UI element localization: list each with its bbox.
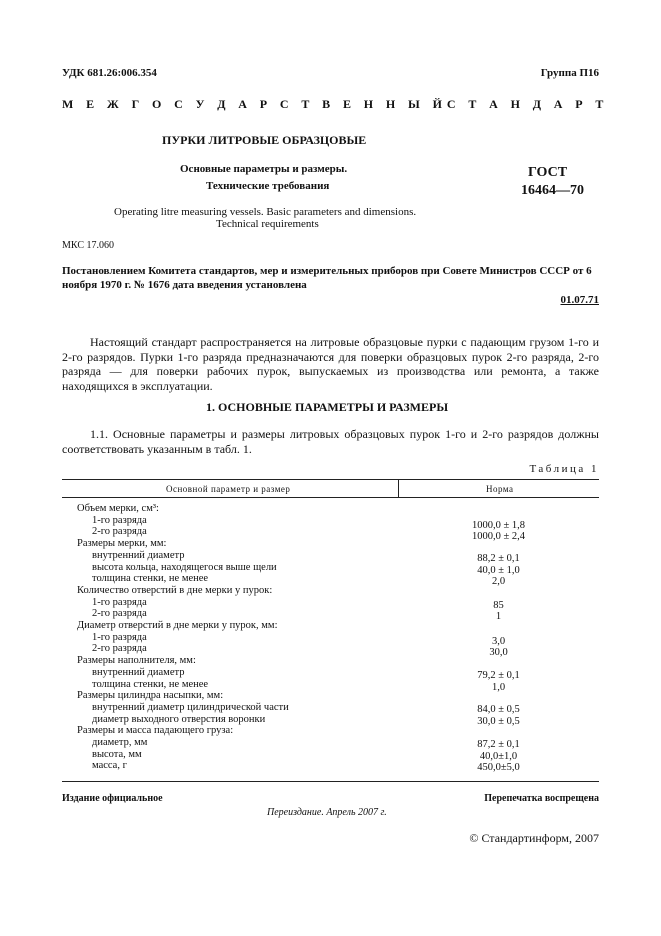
table-cell-norm: 3,0 — [491, 635, 506, 647]
copyright: © Стандартинформ, 2007 — [469, 831, 599, 845]
table-cell-param: 1-го разряда — [92, 514, 147, 526]
table-cell-norm: 40,0±1,0 — [479, 750, 518, 762]
table-header-rule — [62, 497, 599, 498]
gost-number: 16464—70 — [521, 183, 584, 198]
table-cell-norm: 79,2 ± 0,1 — [477, 669, 520, 681]
table-cell-param: 2-го разряда — [92, 643, 147, 655]
mks-code: МКС 17.060 — [62, 240, 114, 251]
standard-banner — [62, 97, 609, 112]
table-cell-norm: 2,0 — [491, 576, 506, 588]
table-cell-param: 2-го разряда — [92, 608, 147, 620]
table-cell-param: масса, г — [92, 760, 127, 772]
english-title-1: Operating litre measuring vessels. Basic parameters and dimensions. — [114, 206, 417, 218]
table-cell-param: Количество отверстий в дне мерки у пурок: — [77, 584, 273, 596]
table-header-norm: Норма — [486, 484, 514, 494]
udk-code: УДК 681.26:006.354 — [62, 67, 157, 79]
banner-word-standard: С Т А Н Д А Р Т — [446, 97, 609, 111]
table-cell-param: внутренний диаметр цилиндрической части — [92, 701, 289, 713]
table-cell-norm: 1,0 — [491, 681, 506, 693]
table-cell-param: Объем мерки, см³: — [77, 503, 159, 514]
table-column-divider — [398, 479, 399, 497]
table-cell-norm: 30,0 ± 0,5 — [477, 715, 520, 727]
table-cell-norm: 85 — [493, 599, 504, 611]
table-cell-norm: 30,0 — [489, 647, 508, 659]
table-cell-param: Размеры мерки, мм: — [77, 538, 167, 550]
table-cell-param: высота кольца, находящегося выше щели — [92, 561, 277, 573]
table-cell-param: Размеры и масса падающего груза: — [77, 725, 234, 737]
table-cell-param: 1-го разряда — [92, 596, 147, 608]
gost-label: ГОСТ — [528, 165, 568, 180]
table-cell-param: толщина стенки, не менее — [92, 573, 209, 585]
table-top-rule — [62, 479, 599, 480]
table-cell-norm: 1 — [495, 611, 502, 623]
table-label: Таблица 1 — [529, 463, 599, 475]
document-subtitle-1: Основные параметры и размеры. — [180, 163, 348, 175]
banner-word-interstate: М Е Ж Г О С У Д А Р С Т В Е Н Н Ы Й — [62, 97, 447, 111]
section-heading: 1. ОСНОВНЫЕ ПАРАМЕТРЫ И РАЗМЕРЫ — [206, 400, 449, 414]
table-header-param: Основной параметр и размер — [166, 484, 291, 494]
group-code: Группа П16 — [540, 67, 599, 79]
table-cell-param: 2-го разряда — [92, 526, 147, 538]
table-cell-param: диаметр выходного отверстия воронки — [92, 713, 266, 725]
edition-official: Издание официальное — [62, 793, 163, 804]
intro-date: 01.07.71 — [560, 294, 599, 306]
table-cell-param: высота, мм — [92, 748, 142, 760]
table-cell-param: внутренний диаметр — [92, 549, 185, 561]
document-title: ПУРКИ ЛИТРОВЫЕ ОБРАЗЦОВЫЕ — [162, 133, 367, 147]
clause-1-1: 1.1. Основные параметры и размеры литровых образцовых пурок 1-го и 2-го разрядов должны соответствовать указанным в табл. 1. — [62, 427, 599, 456]
table-cell-param: диаметр, мм — [92, 737, 148, 748]
reprint-forbidden: Перепечатка воспрещена — [484, 793, 599, 804]
table-cell-norm: 84,0 ± 0,5 — [477, 703, 520, 715]
table-cell-norm: 1000,0 ± 2,4 — [471, 531, 525, 543]
table-cell-param: Размеры цилиндра насыпки, мм: — [77, 690, 224, 702]
scope-paragraph: Настоящий стандарт распространяется на литровые образцовые пурки с падающим грузом 1-го и 2-го разрядов. Пурки 1-го разряда предназначаются для поверки образцовых пурок 2-го разряда, 2-го разряда — для поверки рабочих пурок, выпускаемых из производства или ремонта, а также находящихся в эксплуатации. — [62, 335, 599, 393]
table-cell-param: толщина стенки, не менее — [92, 678, 209, 690]
table-cell-norm: 87,2 ± 0,1 — [477, 739, 520, 750]
table-cell-param: Диаметр отверстий в дне мерки у пурок, мм: — [77, 620, 278, 631]
document-subtitle-2: Технические требования — [206, 180, 330, 192]
table-bottom-rule — [62, 781, 599, 782]
table-cell-param: Размеры наполнителя, мм: — [77, 655, 196, 667]
decree-text: Постановлением Комитета стандартов, мер и измерительных приборов при Совете Министров СССР от 6 ноября 1970 г. № 1676 дата введения установлена — [62, 265, 592, 291]
table-cell-norm: 88,2 ± 0,1 — [477, 552, 520, 564]
table-cell-norm: 450,0±5,0 — [477, 762, 520, 774]
english-title-2: Technical requirements — [216, 218, 319, 230]
table-cell-norm: 40,0 ± 1,0 — [477, 564, 520, 576]
table-cell-norm: 1000,0 ± 1,8 — [471, 519, 525, 531]
table-cell-param: внутренний диаметр — [92, 666, 185, 678]
reissue-note: Переиздание. Апрель 2007 г. — [267, 807, 387, 818]
table-cell-param: 1-го разряда — [92, 631, 147, 643]
